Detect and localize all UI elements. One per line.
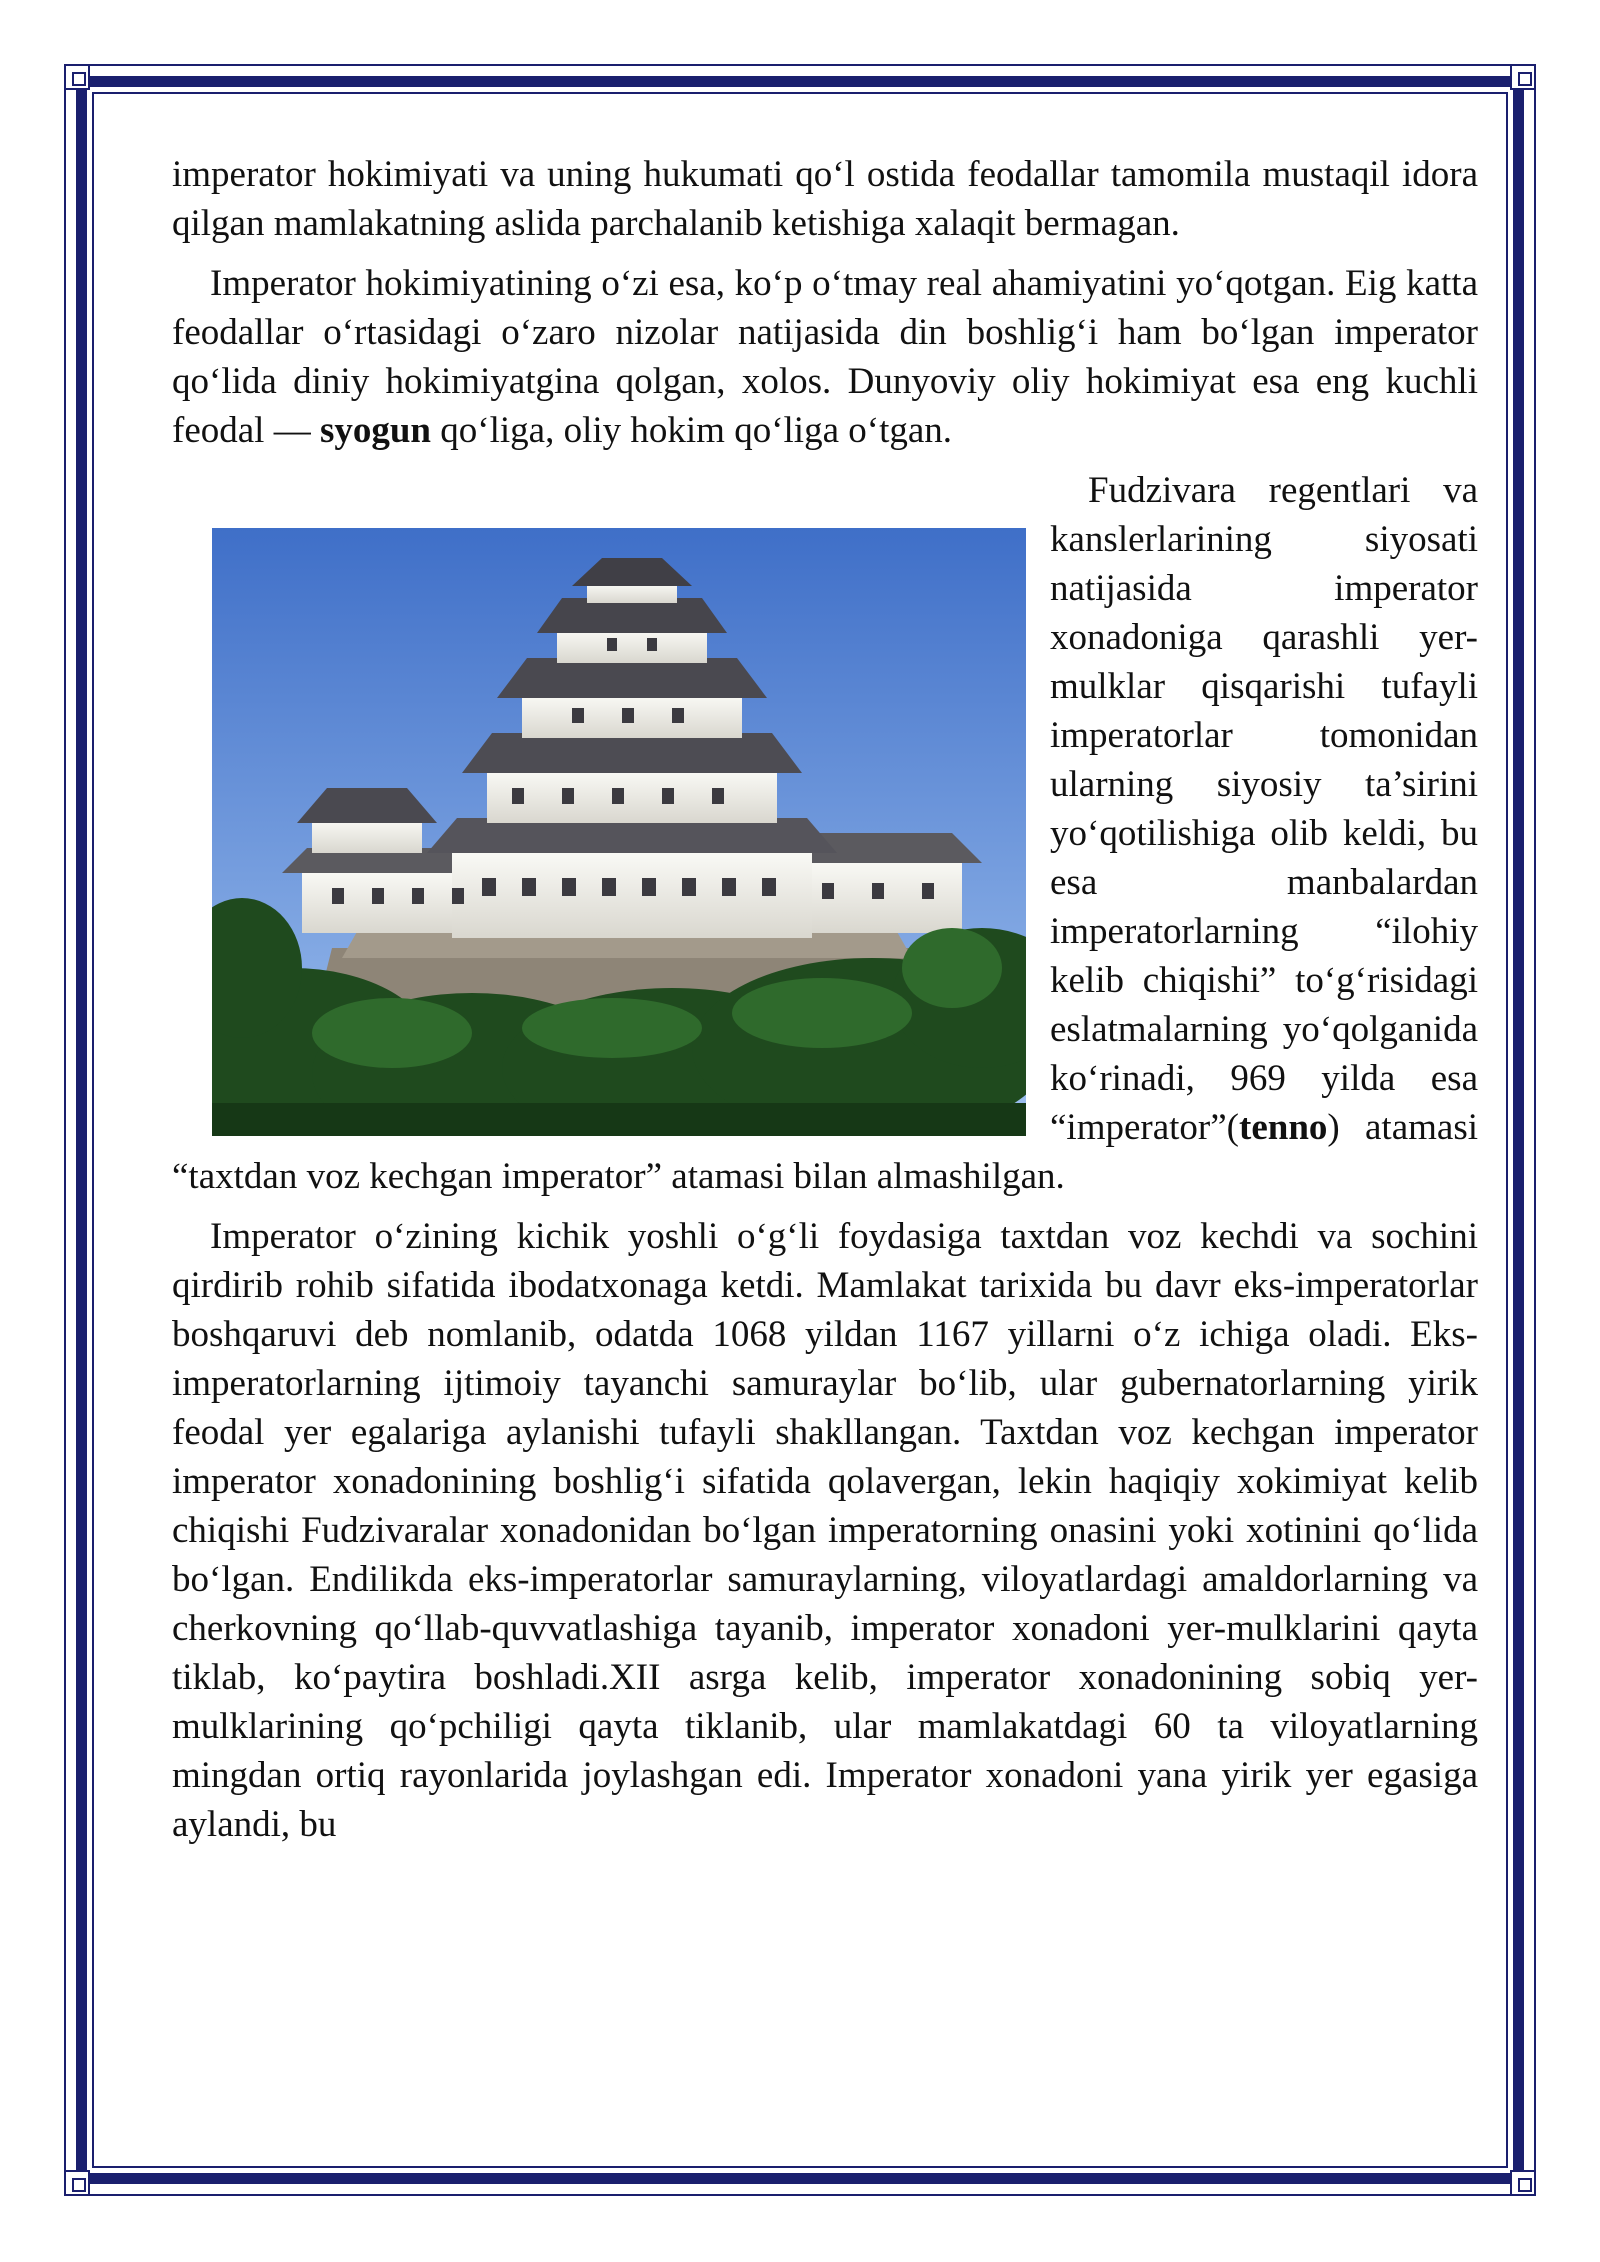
paragraph-2: Imperator hokimiyatining o‘zi esa, ko‘p o‘tmay real ahamiyatini yo‘qotgan. Eig katta feodallar o‘rtasidagi o‘zaro nizolar natijasida din boshlig‘i ham bo‘lgan imperator qo‘lida diniy hokimiyatgina qolgan, xolos. Dunyoviy oliy hokimiyat esa eng kuchli feodal — syogun qo‘liga, oliy hokim qo‘liga o‘tgan.	[172, 263, 1478, 451]
corner-ornament-bottom-right	[1510, 2170, 1536, 2196]
term-syogun: syogun	[319, 410, 432, 451]
castle-photo	[212, 528, 1026, 1136]
term-tenno: tenno	[1239, 1107, 1328, 1148]
document-page	[172, 150, 1478, 1860]
paragraph-1: imperator hokimiyati va uning hukumati qo‘l ostida feodallar tamomila mustaqil idora qilgan mamlakatning aslida parchalanib ketishiga xalaqit bermagan.	[172, 154, 1478, 244]
corner-ornament-top-right	[1510, 64, 1536, 90]
paragraph-4: Imperator o‘zining kichik yoshli o‘g‘li foydasiga taxtdan voz kechdi va sochini qirdirib rohib sifatida ibodatxonaga ketdi. Mamlakat tarixida bu davr eks-imperatorlar boshqaruvi deb nomlanib, odatda 1068 yildan 1167 yillarni o‘z ichiga oladi. Eks-imperatorlarning ijtimoiy tayanchi samuraylar bo‘lib, ular gubernatorlarning yirik feodal yer egalariga aylanishi tufayli shakllangan. Taxtdan voz kechgan imperator imperator xonadonining boshlig‘i sifatida qolavergan, lekin haqiqiy xokimiyat kelib chiqishi Fudzivaralar xonadonidan bo‘lgan imperatorning onasini yoki xotinini qo‘lida bo‘lgan. Endilikda eks-imperatorlar samuraylarning, viloyatlardagi amaldorlarning va cherkovning qo‘llab-quvvatlashiga tayanib, imperator xonadoni yer-mulklarini qayta tiklab, ko‘paytira boshladi.XII asrga kelib, imperator xonadonining sobiq yer-mulklarining qo‘pchiligi qayta tiklanib, ular mamlakatdagi 60 ta viloyatlarning mingdan ortiq rayonlarida joylashgan edi. Imperator xonadoni yana yirik yer egasiga aylandi, bu	[172, 1216, 1478, 1845]
corner-ornament-bottom-left	[64, 2170, 90, 2196]
paragraph-3: Fudzivara regentlari va kanslerlarining siyosati natijasida imperator xonadoniga qarashli yer-mulklar qisqarishi tufayli imperatorlar tomonidan ularning siyosiy ta’sirini yo‘qotilishiga olib keldi, bu esa manbalardan imperatorlarning “ilohiy kelib chiqishi” to‘g‘risidagi eslatmalarning yo‘qolganida ko‘rinadi, 969 yilda esa “imperator”(tenno) atamasi “taxtdan voz kechgan imperator” atamasi bilan almashilgan.	[172, 470, 1478, 1197]
corner-ornament-top-left	[64, 64, 90, 90]
castle-image-icon	[212, 528, 1026, 1136]
